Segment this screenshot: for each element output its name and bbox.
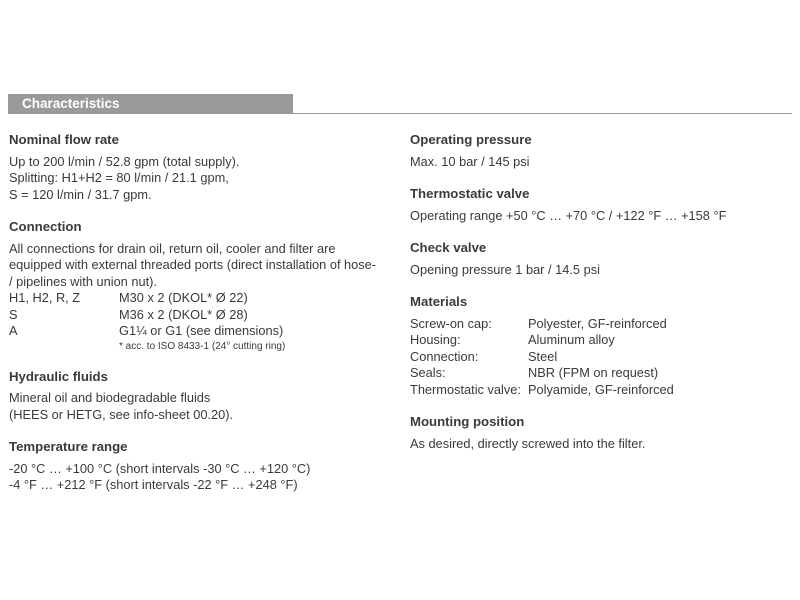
temperature-line: -4 °F … +212 °F (short intervals -22 °F … +248 °F) bbox=[9, 477, 298, 492]
header-divider bbox=[8, 113, 792, 114]
section-title-text: Characteristics bbox=[22, 96, 120, 111]
materials-row bbox=[410, 332, 674, 349]
materials-value: Steel bbox=[528, 348, 558, 364]
materials-value: Polyamide, GF-reinforced bbox=[528, 381, 674, 397]
hydraulic-fluids-line: (HEES or HETG, see info-sheet 00.20). bbox=[9, 406, 234, 422]
right-column bbox=[410, 132, 795, 468]
nominal-flow-line: S = 120 l/min / 31.7 gpm. bbox=[9, 186, 152, 202]
materials-value: NBR (FPM on request) bbox=[528, 365, 659, 380]
left-column bbox=[9, 132, 379, 510]
temperature-section bbox=[9, 439, 379, 494]
hydraulic-fluids-line: Mineral oil and biodegradable fluids bbox=[9, 390, 211, 405]
temperature-heading: Temperature range bbox=[9, 439, 128, 454]
check-valve-section bbox=[410, 240, 795, 278]
materials-key: Thermostatic valve: bbox=[410, 381, 521, 397]
connection-key: A bbox=[9, 323, 18, 338]
connection-row bbox=[9, 323, 283, 340]
connection-heading: Connection bbox=[9, 219, 82, 234]
connection-row bbox=[9, 307, 283, 324]
connection-value: M30 x 2 (DKOL* Ø 22) bbox=[119, 290, 248, 305]
materials-section bbox=[410, 294, 795, 398]
operating-pressure-line: Max. 10 bar / 145 psi bbox=[410, 153, 530, 169]
materials-value: Aluminum alloy bbox=[528, 332, 615, 347]
nominal-flow-heading: Nominal flow rate bbox=[9, 132, 119, 147]
connection-key: S bbox=[9, 306, 18, 322]
materials-key: Housing: bbox=[410, 332, 461, 347]
thermostatic-valve-heading: Thermostatic valve bbox=[410, 186, 530, 201]
materials-row bbox=[410, 349, 674, 366]
hydraulic-fluids-section bbox=[9, 369, 379, 424]
section-title-characteristics bbox=[8, 94, 293, 114]
nominal-flow-section bbox=[9, 132, 379, 203]
operating-pressure-section bbox=[410, 132, 795, 170]
thermostatic-valve-line: Operating range +50 °C … +70 °C / +122 °F … +158 °F bbox=[410, 207, 727, 223]
materials-value: Polyester, GF-reinforced bbox=[528, 315, 667, 331]
connection-value: M36 x 2 (DKOL* Ø 28) bbox=[119, 306, 248, 322]
connection-footnote: * acc. to ISO 8433-1 (24° cutting ring) bbox=[119, 340, 286, 352]
connection-row bbox=[9, 290, 283, 307]
check-valve-heading: Check valve bbox=[410, 240, 487, 255]
materials-heading: Materials bbox=[410, 294, 468, 309]
connection-value: G1¼ or G1 (see dimensions) bbox=[119, 323, 284, 338]
temperature-line: -20 °C … +100 °C (short intervals -30 °C … +120 °C) bbox=[9, 460, 311, 476]
materials-key: Seals: bbox=[410, 365, 446, 380]
nominal-flow-line: Splitting: H1+H2 = 80 l/min / 21.1 gpm, bbox=[9, 170, 229, 185]
connection-table bbox=[9, 290, 283, 340]
connection-section bbox=[9, 219, 379, 353]
thermostatic-valve-section bbox=[410, 186, 795, 224]
materials-row bbox=[410, 316, 674, 333]
connection-description: All connections for drain oil, return oil, cooler and filter are equipped with external threaded ports (direct installation of hose- / pipelines with union nut). bbox=[9, 240, 377, 289]
materials-row bbox=[410, 365, 674, 382]
mounting-section bbox=[410, 414, 795, 452]
materials-key: Connection: bbox=[410, 348, 479, 364]
mounting-line: As desired, directly screwed into the filter. bbox=[410, 435, 646, 451]
materials-table bbox=[410, 316, 674, 399]
connection-key: H1, H2, R, Z bbox=[9, 290, 81, 305]
nominal-flow-line: Up to 200 l/min / 52.8 gpm (total supply). bbox=[9, 153, 240, 169]
check-valve-line: Opening pressure 1 bar / 14.5 psi bbox=[410, 261, 600, 277]
materials-row bbox=[410, 382, 674, 399]
operating-pressure-heading: Operating pressure bbox=[410, 132, 532, 147]
mounting-heading: Mounting position bbox=[410, 414, 525, 429]
hydraulic-fluids-heading: Hydraulic fluids bbox=[9, 368, 108, 384]
materials-key: Screw-on cap: bbox=[410, 315, 492, 331]
